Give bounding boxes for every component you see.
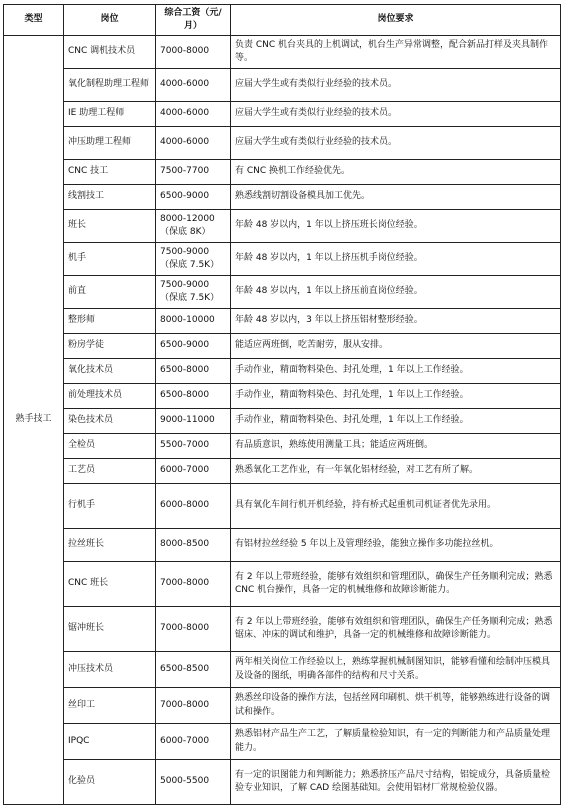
requirement-cell: 熟悉线割切割设备模具加工优先。 <box>231 185 561 210</box>
position-cell: 冲压助理工程师 <box>64 127 156 160</box>
table-row <box>4 760 561 805</box>
position-cell: IE 助理工程师 <box>64 102 156 127</box>
requirement-cell: 具有氧化车间行机开机经验，持有桥式起重机司机证者优先录用。 <box>231 484 561 529</box>
salary-cell: 4000-6000 <box>156 127 231 160</box>
requirement-cell: 熟悉氧化工艺作业，有一年氧化铝材经验，对工艺有所了解。 <box>231 459 561 484</box>
position-cell: 染色技术员 <box>64 409 156 434</box>
header-salary: 综合工资（元/月） <box>156 5 231 36</box>
position-cell: CNC 技工 <box>64 160 156 185</box>
position-cell: 氧化技术员 <box>64 359 156 384</box>
position-cell: 冲压技术员 <box>64 652 156 688</box>
table-row <box>4 160 561 185</box>
table-row <box>4 409 561 434</box>
table-row <box>4 359 561 384</box>
position-cell: 氧化制程助理工程师 <box>64 69 156 102</box>
salary-cell: 7000-8000 <box>156 607 231 652</box>
salary-cell: 6500-9000 <box>156 185 231 210</box>
table-row <box>4 459 561 484</box>
salary-cell: 6000-7000 <box>156 724 231 760</box>
table-row <box>4 185 561 210</box>
position-cell: 锯冲班长 <box>64 607 156 652</box>
salary-cell: 7500-9000（保底 7.5K） <box>156 276 231 309</box>
salary-cell: 8000-12000（保底 8K） <box>156 210 231 243</box>
table-row <box>4 484 561 529</box>
table-body <box>4 36 561 805</box>
salary-cell: 4000-6000 <box>156 69 231 102</box>
position-cell: 前处理技术员 <box>64 384 156 409</box>
salary-cell: 6500-8500 <box>156 652 231 688</box>
table-row <box>4 562 561 607</box>
requirement-cell: 手动作业，精面物料染色、封孔处理，1 年以上工作经验。 <box>231 384 561 409</box>
position-cell: 工艺员 <box>64 459 156 484</box>
job-table <box>3 4 561 805</box>
requirement-cell: 有 CNC 换机工作经验优先。 <box>231 160 561 185</box>
requirement-cell: 有品质意识，熟练使用测量工具；能适应两班倒。 <box>231 434 561 459</box>
requirement-cell: 手动作业，精面物料染色、封孔处理，1 年以上工作经验。 <box>231 359 561 384</box>
header-requirements: 岗位要求 <box>231 5 561 36</box>
table-row <box>4 529 561 562</box>
requirement-cell: 手动作业，精面物料染色、封孔处理，1 年以上工作经验。 <box>231 409 561 434</box>
salary-cell: 5000-5500 <box>156 760 231 805</box>
header-category: 类型 <box>4 5 64 36</box>
salary-cell: 5500-7000 <box>156 434 231 459</box>
salary-cell: 7000-8000 <box>156 36 231 69</box>
requirement-cell: 应届大学生或有类似行业经验的技术员。 <box>231 102 561 127</box>
table-row <box>4 334 561 359</box>
position-cell: CNC 班长 <box>64 562 156 607</box>
requirement-cell: 熟悉丝印设备的操作方法，包括丝网印刷机、烘干机等，能够熟练进行设备的调试和操作。 <box>231 688 561 724</box>
table-row <box>4 384 561 409</box>
position-cell: 粉房学徒 <box>64 334 156 359</box>
requirement-cell: 有一定的识图能力和判断能力；熟悉挤压产品尺寸结构，铝锭成分，具备质量检验专业知识，了解 CAD 绘图基础知。会使用铝材厂常规检验仪器。 <box>231 760 561 805</box>
table-row <box>4 688 561 724</box>
salary-cell: 7500-7700 <box>156 160 231 185</box>
requirement-cell: 两年相关岗位工作经验以上，熟练掌握机械制图知识，能够看懂和绘制冲压模具及设备的图纸，明确各部件的结构和尺寸关系。 <box>231 652 561 688</box>
table-row <box>4 276 561 309</box>
table-row <box>4 309 561 334</box>
position-cell: 整形师 <box>64 309 156 334</box>
header-position: 岗位 <box>64 5 156 36</box>
position-cell: 班长 <box>64 210 156 243</box>
requirement-cell: 有 2 年以上带班经验，能够有效组织和管理团队，确保生产任务顺利完成；熟悉锯床、冲床的调试和维护，具备一定的机械维修和故障诊断能力。 <box>231 607 561 652</box>
header-row <box>4 5 561 36</box>
position-cell: 丝印工 <box>64 688 156 724</box>
salary-cell: 6000-7000 <box>156 459 231 484</box>
requirement-cell: 年龄 48 岁以内，1 年以上挤压机手岗位经验。 <box>231 243 561 276</box>
table-row <box>4 652 561 688</box>
requirement-cell: 有铝材拉丝经验 5 年以上及管理经验，能独立操作多功能拉丝机。 <box>231 529 561 562</box>
position-cell: CNC 调机技术员 <box>64 36 156 69</box>
table-row <box>4 724 561 760</box>
salary-cell: 7500-9000（保底 7.5K） <box>156 243 231 276</box>
salary-cell: 8000-10000 <box>156 309 231 334</box>
position-cell: 行机手 <box>64 484 156 529</box>
salary-cell: 6500-8000 <box>156 384 231 409</box>
table-row <box>4 607 561 652</box>
salary-cell: 7000-8000 <box>156 688 231 724</box>
position-cell: 拉丝班长 <box>64 529 156 562</box>
position-cell: 前直 <box>64 276 156 309</box>
requirement-cell: 熟悉铝材产品生产工艺，了解质量检验知识，有一定的判断能力和产品质量处理能力。 <box>231 724 561 760</box>
requirement-cell: 年龄 48 岁以内，3 年以上挤压铝材整形经验。 <box>231 309 561 334</box>
requirement-cell: 应届大学生或有类似行业经验的技术员。 <box>231 69 561 102</box>
requirement-cell: 年龄 48 岁以内，1 年以上挤压前直岗位经验。 <box>231 276 561 309</box>
salary-cell: 6000-8000 <box>156 484 231 529</box>
table-row <box>4 36 561 69</box>
position-cell: 化验员 <box>64 760 156 805</box>
requirement-cell: 负责 CNC 机台夹具的上机调试，机台生产异常调整，配合新品打样及夹具制作等。 <box>231 36 561 69</box>
table-row <box>4 69 561 102</box>
requirement-cell: 有 2 年以上带班经验，能够有效组织和管理团队，确保生产任务顺利完成；熟悉 CNC 机台操作，具备一定的机械维修和故障诊断能力。 <box>231 562 561 607</box>
salary-cell: 7000-8000 <box>156 562 231 607</box>
position-cell: 全检员 <box>64 434 156 459</box>
salary-cell: 6500-8000 <box>156 359 231 384</box>
table-row <box>4 434 561 459</box>
salary-cell: 6500-9000 <box>156 334 231 359</box>
salary-cell: 4000-6000 <box>156 102 231 127</box>
table-row <box>4 127 561 160</box>
table-row <box>4 102 561 127</box>
position-cell: 机手 <box>64 243 156 276</box>
requirement-cell: 年龄 48 岁以内，1 年以上挤压班长岗位经验。 <box>231 210 561 243</box>
requirement-cell: 应届大学生或有类似行业经验的技术员。 <box>231 127 561 160</box>
requirement-cell: 能适应两班倒，吃苦耐劳，服从安排。 <box>231 334 561 359</box>
salary-cell: 9000-11000 <box>156 409 231 434</box>
category-cell: 熟手技工 <box>4 36 64 805</box>
position-cell: IPQC <box>64 724 156 760</box>
salary-cell: 8000-8500 <box>156 529 231 562</box>
position-cell: 线割技工 <box>64 185 156 210</box>
table-row <box>4 243 561 276</box>
table-row <box>4 210 561 243</box>
